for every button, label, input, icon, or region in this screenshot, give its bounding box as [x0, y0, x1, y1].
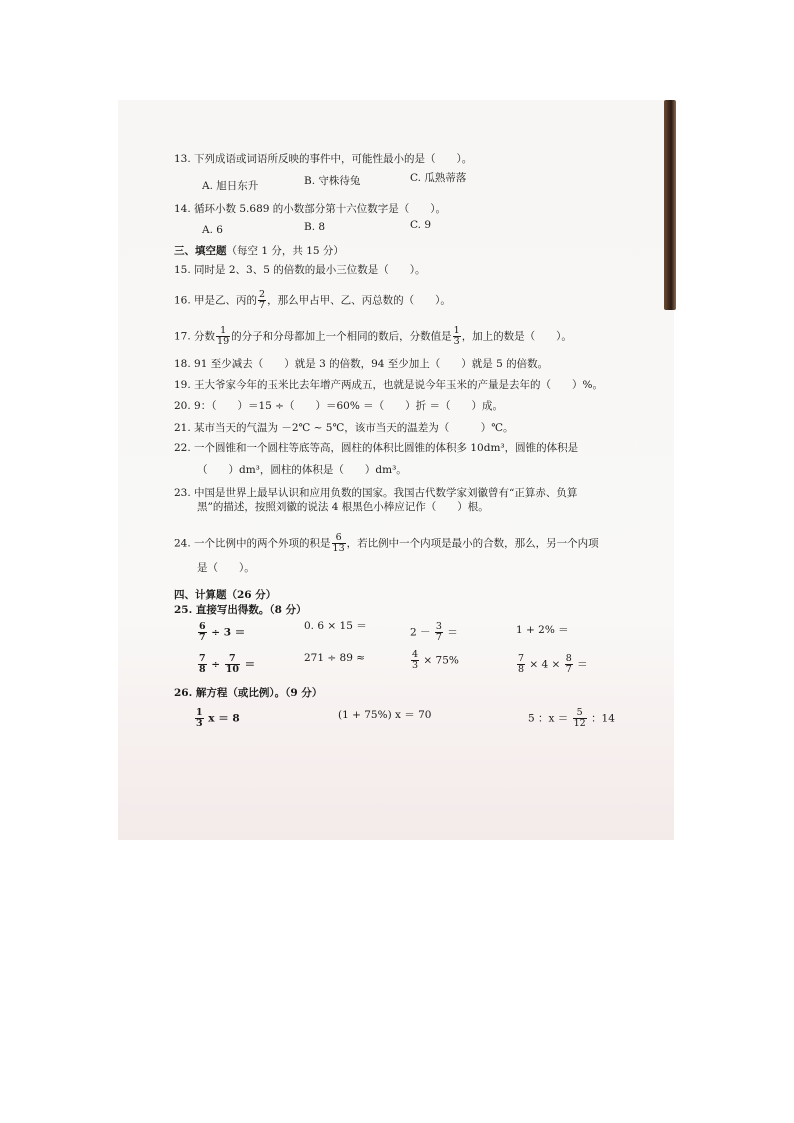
- fraction: [411, 650, 419, 671]
- question-18: 18. 91 至少减去（ ）就是 3 的倍数，94 至少加上（ ）就是 5 的倍数。: [174, 358, 549, 370]
- calc-1-rest: ÷ 3 ＝: [211, 626, 246, 639]
- calc-8-post: ＝: [577, 658, 588, 671]
- question-20: 20. 9：（ ）＝15 ÷（ ）＝60% ＝（ ）折 ＝（ ）成。: [174, 400, 503, 412]
- fraction: [435, 622, 443, 643]
- question-19: 19. 王大爷家今年的玉米比去年增产两成五，也就是说今年玉米的产量是去年的（ ）%。: [174, 379, 604, 391]
- question-24-pre: 24. 一个比例中的两个外项的积是: [174, 537, 331, 550]
- calc-4: 1 + 2% ＝: [516, 624, 569, 636]
- question-16: [174, 290, 451, 311]
- photo-edge-shadow: [664, 100, 676, 310]
- question-13-option-c: C. 瓜熟蒂落: [410, 172, 467, 184]
- denominator: 7: [565, 664, 572, 675]
- denominator: 10: [225, 664, 239, 675]
- question-17: [174, 326, 572, 347]
- denominator: 19: [217, 336, 230, 347]
- denominator: 3: [196, 718, 203, 729]
- numerator: 6: [199, 621, 206, 632]
- fraction: [198, 654, 207, 675]
- section-3-heading: [174, 243, 344, 258]
- equation-1-rest: x ＝ 8: [208, 712, 240, 725]
- calc-2: 0. 6 × 15 ＝: [304, 620, 367, 632]
- calc-3-pre: 2 －: [410, 626, 431, 639]
- question-16-post: ，那么甲占甲、乙、丙总数的（ ）。: [267, 294, 451, 307]
- calc-8: [516, 654, 588, 675]
- equation-2: (1 + 75%) x ＝ 70: [338, 709, 432, 721]
- calc-5: [197, 654, 255, 675]
- question-22-line-2: （ ）dm³，圆柱的体积是（ ）dm³。: [197, 464, 407, 476]
- denominator: 13: [332, 543, 345, 554]
- equation-1: [194, 708, 240, 729]
- question-21: 21. 某市当天的气温为 －2℃ ~ 5℃，该市当天的温差为（ ）℃。: [174, 422, 514, 434]
- numerator: 8: [565, 653, 572, 664]
- fraction: [517, 654, 525, 675]
- numerator: 4: [412, 649, 419, 660]
- question-24-line-2: 是（ ）。: [197, 562, 255, 574]
- fraction: [573, 708, 587, 729]
- calc-6: 271 ÷ 89 ≈: [304, 652, 366, 664]
- equation-3-pre: 5 ：x ＝: [528, 712, 569, 725]
- question-14-option-a: A. 6: [202, 224, 223, 236]
- question-23-line-1: 23. 中国是世界上最早认识和应用负数的国家。我国古代数学家刘徽曾有“正算赤、负算: [174, 487, 578, 499]
- calc-5-post: ＝: [244, 658, 256, 671]
- section-3-title: 三、填空题: [174, 245, 227, 257]
- question-17-pre: 17. 分数: [174, 330, 216, 343]
- calc-8-mid: × 4 ×: [529, 658, 561, 671]
- fraction: [332, 533, 346, 554]
- fraction: [565, 654, 573, 675]
- question-13-option-b: B. 守株待兔: [304, 175, 361, 187]
- denominator: 3: [412, 660, 419, 671]
- calc-3: [410, 622, 458, 643]
- question-17-mid: 的分子和分母都加上一个相同的数后，分数值是: [231, 330, 452, 343]
- question-23-line-2: 黑”的描述，按照刘徽的说法 4 根黑色小棒应记作（ ）根。: [197, 501, 489, 513]
- numerator: 3: [435, 621, 442, 632]
- question-24-post: ，若比例中一个内项是最小的合数，那么，另一个内项: [346, 537, 599, 550]
- numerator: 7: [518, 653, 525, 664]
- denominator: 12: [573, 718, 586, 729]
- numerator: 2: [259, 289, 266, 300]
- fraction: [216, 326, 230, 347]
- numerator: 6: [332, 533, 346, 544]
- fraction: [453, 326, 461, 347]
- fraction: [195, 708, 204, 729]
- equation-3-post: ：14: [591, 712, 615, 725]
- numerator: 1: [453, 325, 460, 336]
- question-14-stem: 14. 循环小数 5.689 的小数部分第十六位数字是（ ）。: [174, 203, 447, 215]
- question-14-option-c: C. 9: [410, 219, 432, 231]
- question-26-title: 26. 解方程（或比例）。（9 分）: [174, 687, 323, 699]
- denominator: 7: [259, 300, 266, 311]
- numerator: 1: [216, 326, 230, 337]
- numerator: 7: [199, 653, 206, 664]
- calc-3-post: ＝: [447, 626, 458, 639]
- denominator: 7: [199, 632, 206, 643]
- section-3-note: （每空 1 分，共 15 分）: [226, 245, 344, 257]
- question-22-line-1: 22. 一个圆锥和一个圆柱等底等高，圆柱的体积比圆锥的体积多 10dm³，圆锥的体积是: [174, 442, 579, 454]
- denominator: 8: [199, 664, 206, 675]
- question-13-option-a: A. 旭日东升: [202, 180, 259, 192]
- question-13-stem: 13. 下列成语或词语所反映的事件中，可能性最小的是（ ）。: [174, 153, 473, 165]
- question-16-pre: 16. 甲是乙、丙的: [174, 294, 258, 307]
- numerator: 7: [225, 654, 240, 665]
- denominator: 8: [518, 664, 525, 675]
- calc-1: [197, 622, 245, 643]
- question-25-title: 25. 直接写出得数。（8 分）: [174, 604, 307, 616]
- denominator: 3: [453, 336, 460, 347]
- denominator: 7: [435, 632, 442, 643]
- fraction: [198, 622, 207, 643]
- equation-3: [528, 708, 615, 729]
- calc-7: [410, 650, 459, 671]
- numerator: 1: [196, 707, 203, 718]
- calc-7-rest: × 75%: [423, 654, 459, 667]
- question-24: [174, 533, 599, 554]
- section-4-heading: 四、计算题（26 分）: [174, 589, 277, 601]
- question-15: 15. 同时是 2、3、5 的倍数的最小三位数是（ ）。: [174, 264, 426, 276]
- question-14-option-b: B. 8: [304, 221, 326, 233]
- question-17-post: ，加上的数是（ ）。: [461, 330, 572, 343]
- calc-5-mid: ÷: [211, 658, 221, 671]
- numerator: 5: [573, 708, 587, 719]
- fraction: [258, 290, 266, 311]
- fraction: [225, 654, 240, 675]
